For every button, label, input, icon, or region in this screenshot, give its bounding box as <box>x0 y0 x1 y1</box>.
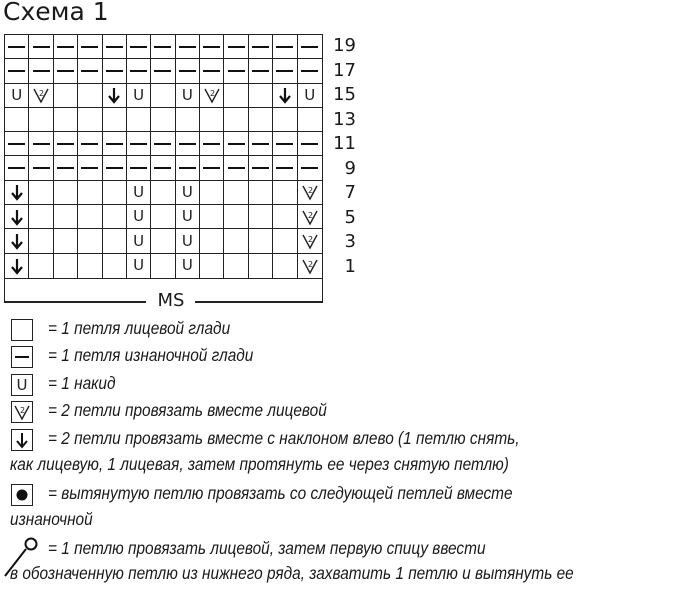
chart-cell-k <box>29 181 53 205</box>
purl-dash-icon <box>203 167 220 169</box>
k2tog-icon <box>301 232 319 250</box>
chart-cell-k <box>224 205 248 229</box>
chart-cell-p <box>176 35 200 59</box>
legend-text-ssk: = 2 петли провязать вместе с наклоном влево (1 петлю снять, <box>48 428 520 448</box>
chart-cell-k <box>54 181 78 205</box>
k2tog-icon <box>203 86 221 104</box>
svg-text:2: 2 <box>209 89 215 99</box>
k2tog-icon <box>32 86 50 104</box>
row-number: 15 <box>333 84 356 105</box>
purl-dash-icon <box>8 46 25 48</box>
purl-dash-icon <box>8 143 25 145</box>
svg-text:2: 2 <box>39 89 45 99</box>
chart-cell-k <box>151 84 175 108</box>
purl-dash-icon <box>228 167 245 169</box>
yarn-over-icon: U <box>11 85 23 104</box>
chart-cell-p <box>127 132 151 156</box>
svg-text:2: 2 <box>307 210 313 220</box>
chart-cell-k <box>54 205 78 229</box>
chart-cell-k <box>200 205 224 229</box>
legend-text-yarn-over: = 1 накид <box>48 373 116 393</box>
chart-cell-p <box>224 59 248 83</box>
chart-cell-p <box>29 156 53 180</box>
chart-cell-k <box>224 254 248 278</box>
purl-dash-icon <box>276 46 293 48</box>
purl-dash-icon <box>301 70 318 72</box>
purl-dash-icon <box>106 70 123 72</box>
chart-cell-p <box>273 132 297 156</box>
chart-cell-k <box>29 229 53 253</box>
chart-cell-ssk <box>5 205 29 229</box>
chart-cell-k <box>224 181 248 205</box>
chart-cell-k <box>249 205 273 229</box>
chart-cell-ssk <box>5 254 29 278</box>
chart-cell-p <box>224 35 248 59</box>
chart-cell-k <box>29 108 53 132</box>
purl-dash-icon <box>203 143 220 145</box>
diagram-title: Схема 1 <box>3 0 109 26</box>
chart-cell-k <box>78 181 102 205</box>
chart-cell-p <box>29 59 53 83</box>
chart-cell-k <box>273 181 297 205</box>
purl-dash-icon <box>130 46 147 48</box>
chart-cell-p <box>29 132 53 156</box>
purl-dash-icon <box>301 143 318 145</box>
ssk-arrow-icon <box>10 208 24 226</box>
chart-cell-k <box>78 84 102 108</box>
yarn-over-icon: U <box>181 256 193 275</box>
chart-cell-p <box>5 59 29 83</box>
chart-cell-k <box>273 205 297 229</box>
chart-cell-k <box>273 229 297 253</box>
chart-cell-k <box>103 108 127 132</box>
chart-cell-p <box>298 156 322 180</box>
chart-cell-k <box>54 254 78 278</box>
chart-cell-yo <box>127 84 151 108</box>
chart-cell-k <box>249 229 273 253</box>
chart-cell-k2tog <box>298 254 322 278</box>
chart-cell-ssk <box>5 181 29 205</box>
chart-cell-p <box>200 35 224 59</box>
purl-dash-icon <box>57 167 74 169</box>
chart-cell-p <box>200 59 224 83</box>
chart-cell-k <box>249 108 273 132</box>
chart-cell-k2tog <box>200 84 224 108</box>
legend-knit-square-icon <box>11 319 33 341</box>
svg-text:2: 2 <box>307 235 313 245</box>
purl-dash-icon <box>130 70 147 72</box>
chart-cell-yo <box>176 181 200 205</box>
legend-k2tog-icon <box>11 401 33 423</box>
yarn-over-icon: U <box>181 85 193 104</box>
legend-text-filled-dot-cont: изнаночной <box>10 509 93 529</box>
purl-dash-icon <box>252 70 269 72</box>
chart-cell-p <box>54 156 78 180</box>
legend-text-needle-pin: = 1 петлю провязать лицевой, затем первую спицу ввести <box>48 538 486 558</box>
purl-dash-icon <box>301 167 318 169</box>
purl-dash-icon <box>228 46 245 48</box>
k2tog-icon <box>301 183 319 201</box>
chart-cell-p <box>249 59 273 83</box>
chart-cell-p <box>298 132 322 156</box>
chart-cell-k2tog <box>298 229 322 253</box>
purl-dash-icon <box>81 70 98 72</box>
chart-cell-p <box>78 59 102 83</box>
k2tog-icon <box>301 208 319 226</box>
chart-cell-p <box>176 59 200 83</box>
chart-cell-p <box>273 59 297 83</box>
chart-cell-p <box>273 156 297 180</box>
legend-text-filled-dot: = вытянутую петлю провязать со следующей петлей вместе <box>48 483 513 503</box>
chart-cell-p <box>127 59 151 83</box>
chart-cell-k <box>224 229 248 253</box>
purl-dash-icon <box>228 143 245 145</box>
purl-dash-icon <box>154 46 171 48</box>
chart-cell-k <box>78 229 102 253</box>
chart-cell-k <box>29 254 53 278</box>
chart-cell-k <box>273 254 297 278</box>
purl-dash-icon <box>33 167 50 169</box>
chart-cell-yo <box>298 84 322 108</box>
chart-cell-p <box>103 132 127 156</box>
purl-dash-icon <box>57 143 74 145</box>
purl-dash-icon <box>252 46 269 48</box>
chart-cell-k2tog <box>29 84 53 108</box>
yarn-over-icon: U <box>133 207 145 226</box>
purl-dash-icon <box>252 143 269 145</box>
row-number: 13 <box>333 108 356 130</box>
row-number: 19 <box>333 35 356 56</box>
yarn-over-icon: U <box>181 231 193 250</box>
chart-cell-k2tog <box>298 205 322 229</box>
chart-cell-k <box>103 181 127 205</box>
chart-cell-yo <box>176 254 200 278</box>
purl-dash-icon <box>276 167 293 169</box>
chart-cell-k <box>151 205 175 229</box>
chart-cell-p <box>103 156 127 180</box>
chart-cell-p <box>224 156 248 180</box>
repeat-line-right <box>195 301 323 303</box>
row-number: 17 <box>333 59 356 81</box>
chart-cell-yo <box>5 84 29 108</box>
chart-cell-p <box>224 132 248 156</box>
chart-cell-k <box>103 229 127 253</box>
chart-cell-k <box>54 108 78 132</box>
chart-cell-yo <box>176 205 200 229</box>
chart-cell-k <box>200 254 224 278</box>
chart-cell-p <box>78 35 102 59</box>
chart-cell-k <box>54 229 78 253</box>
chart-cell-p <box>103 59 127 83</box>
chart-cell-p <box>151 132 175 156</box>
chart-cell-p <box>54 132 78 156</box>
purl-dash-icon <box>8 70 25 72</box>
chart-cell-p <box>151 35 175 59</box>
chart-cell-p <box>29 35 53 59</box>
purl-dash-icon <box>276 70 293 72</box>
purl-dash-icon <box>179 143 196 145</box>
purl-dash-icon <box>106 143 123 145</box>
row-number: 1 <box>344 255 356 277</box>
row-number: 7 <box>344 182 356 203</box>
knitting-chart-grid <box>4 34 323 279</box>
chart-cell-ssk <box>273 84 297 108</box>
chart-cell-k <box>29 205 53 229</box>
chart-cell-yo <box>127 181 151 205</box>
purl-dash-icon <box>81 167 98 169</box>
chart-cell-k <box>249 254 273 278</box>
purl-dash-icon <box>179 70 196 72</box>
chart-cell-yo <box>176 84 200 108</box>
legend-purl-dash-icon <box>11 346 33 368</box>
yarn-over-icon: U <box>304 85 316 104</box>
chart-cell-ssk <box>103 84 127 108</box>
purl-dash-icon <box>57 46 74 48</box>
purl-dash-icon <box>228 70 245 72</box>
chart-cell-p <box>200 132 224 156</box>
chart-cell-p <box>127 156 151 180</box>
yarn-over-icon: U <box>133 182 145 201</box>
purl-dash-icon <box>179 167 196 169</box>
purl-dash-icon <box>33 143 50 145</box>
chart-cell-k <box>176 108 200 132</box>
chart-cell-k <box>151 229 175 253</box>
chart-cell-yo <box>127 254 151 278</box>
chart-cell-k2tog <box>298 181 322 205</box>
ssk-arrow-icon <box>10 232 24 250</box>
legend-text-knit: = 1 петля лицевой глади <box>48 318 231 338</box>
chart-cell-k <box>224 84 248 108</box>
yarn-over-icon: U <box>181 182 193 201</box>
chart-cell-p <box>176 156 200 180</box>
chart-cell-yo <box>176 229 200 253</box>
repeat-line-left <box>4 301 146 303</box>
purl-dash-icon <box>154 143 171 145</box>
chart-cell-p <box>249 132 273 156</box>
chart-cell-k <box>78 254 102 278</box>
purl-dash-icon <box>81 46 98 48</box>
chart-cell-k <box>103 254 127 278</box>
chart-cell-p <box>249 156 273 180</box>
chart-cell-ssk <box>5 229 29 253</box>
purl-dash-icon <box>8 167 25 169</box>
row-number: 9 <box>344 157 356 179</box>
chart-cell-p <box>78 132 102 156</box>
purl-dash-icon <box>276 143 293 145</box>
chart-cell-p <box>54 59 78 83</box>
purl-dash-icon <box>106 46 123 48</box>
chart-cell-k <box>151 254 175 278</box>
chart-cell-k <box>249 181 273 205</box>
chart-cell-k <box>78 205 102 229</box>
legend-text-needle-pin-cont: в обозначенную петлю из нижнего ряда, захватить 1 петлю и вытянуть ее <box>10 563 574 583</box>
chart-cell-k <box>54 84 78 108</box>
chart-cell-k <box>224 108 248 132</box>
purl-dash-icon <box>130 167 147 169</box>
purl-dash-icon <box>33 46 50 48</box>
purl-dash-icon <box>57 70 74 72</box>
chart-cell-k <box>298 108 322 132</box>
ssk-arrow-icon <box>107 86 121 104</box>
chart-cell-k <box>200 181 224 205</box>
row-number: 3 <box>344 231 356 252</box>
chart-cell-p <box>200 156 224 180</box>
legend-text-ssk-cont: как лицевую, 1 лицевая, затем протянуть ее через снятую петлю) <box>10 454 509 474</box>
chart-cell-p <box>103 35 127 59</box>
legend-filled-dot-icon <box>11 484 33 506</box>
purl-dash-icon <box>130 143 147 145</box>
legend-yarn-over-icon: U <box>11 374 33 396</box>
purl-dash-icon <box>154 167 171 169</box>
chart-cell-k <box>78 108 102 132</box>
chart-cell-p <box>151 156 175 180</box>
purl-dash-icon <box>301 46 318 48</box>
svg-text:2: 2 <box>307 186 313 196</box>
chart-cell-yo <box>127 205 151 229</box>
chart-cell-p <box>5 156 29 180</box>
chart-cell-p <box>151 59 175 83</box>
chart-cell-k <box>103 205 127 229</box>
chart-cell-p <box>78 156 102 180</box>
chart-cell-p <box>298 35 322 59</box>
chart-cell-k <box>5 108 29 132</box>
row-number: 5 <box>344 206 356 228</box>
chart-cell-k <box>273 108 297 132</box>
purl-dash-icon <box>252 167 269 169</box>
chart-cell-p <box>176 132 200 156</box>
chart-cell-yo <box>127 229 151 253</box>
k2tog-icon <box>301 257 319 275</box>
legend-ssk-arrow-icon <box>11 429 33 451</box>
chart-cell-k <box>200 229 224 253</box>
chart-cell-k <box>249 84 273 108</box>
chart-cell-k <box>151 108 175 132</box>
yarn-over-icon: U <box>133 231 145 250</box>
legend-text-purl: = 1 петля изнаночной глади <box>48 345 254 365</box>
ssk-arrow-icon <box>10 257 24 275</box>
purl-dash-icon <box>203 70 220 72</box>
chart-cell-p <box>54 35 78 59</box>
row-number: 11 <box>333 133 356 154</box>
legend-text-k2tog: = 2 петли провязать вместе лицевой <box>48 400 327 420</box>
purl-dash-icon <box>203 46 220 48</box>
yarn-over-icon: U <box>181 207 193 226</box>
chart-cell-p <box>5 132 29 156</box>
purl-dash-icon <box>33 70 50 72</box>
purl-dash-icon <box>81 143 98 145</box>
chart-cell-p <box>298 59 322 83</box>
purl-dash-icon <box>106 167 123 169</box>
chart-cell-k <box>127 108 151 132</box>
ssk-arrow-icon <box>278 86 292 104</box>
purl-dash-icon <box>179 46 196 48</box>
svg-text:2: 2 <box>307 259 313 269</box>
svg-text:2: 2 <box>20 406 26 415</box>
yarn-over-icon: U <box>133 85 145 104</box>
ssk-arrow-icon <box>10 183 24 201</box>
yarn-over-icon: U <box>133 256 145 275</box>
chart-cell-k <box>151 181 175 205</box>
chart-cell-p <box>273 35 297 59</box>
chart-cell-k <box>200 108 224 132</box>
chart-cell-p <box>249 35 273 59</box>
repeat-label: MS <box>157 290 185 311</box>
chart-cell-p <box>5 35 29 59</box>
chart-cell-p <box>127 35 151 59</box>
purl-dash-icon <box>154 70 171 72</box>
